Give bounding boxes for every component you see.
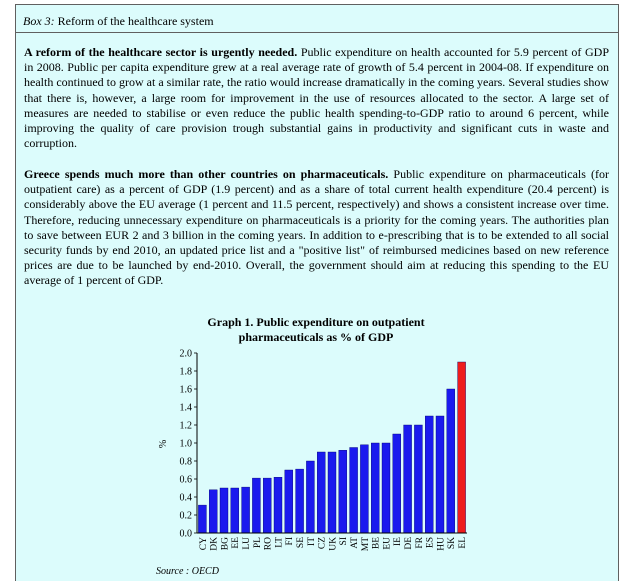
paragraph-pharmaceuticals — [24, 167, 609, 289]
x-tick-label: UK — [328, 537, 339, 551]
y-tick-label: 2.0 — [179, 348, 192, 360]
y-tick-label: 1.8 — [179, 366, 192, 378]
y-tick-label: 1.4 — [179, 402, 192, 414]
x-tick-label: IE — [393, 537, 404, 546]
paragraph-lead: A reform of the healthcare sector is urgently needed. — [24, 45, 298, 59]
x-tick-label: EE — [231, 537, 242, 549]
y-tick-label: 0.0 — [179, 528, 192, 540]
bar-ee — [231, 488, 239, 533]
x-tick-label: LU — [242, 537, 252, 550]
y-tick-label: 1.6 — [179, 384, 192, 396]
x-tick-label: HU — [436, 537, 447, 551]
x-tick-label: BG — [220, 537, 231, 551]
chart-source: Source : OECD — [156, 566, 219, 577]
x-tick-label: CZ — [317, 537, 328, 550]
paragraph-lead: Greece spends much more than other countries on pharmaceuticals. — [24, 167, 389, 181]
x-tick-label: SE — [296, 537, 306, 549]
paragraph-healthcare-reform — [24, 45, 609, 151]
bar-de — [404, 425, 412, 533]
x-tick-label: CY — [198, 537, 209, 551]
bar-eu — [382, 443, 390, 533]
y-tick-label: 0.4 — [179, 492, 192, 504]
x-tick-label: ES — [425, 537, 436, 549]
x-tick-label: PL — [252, 537, 263, 549]
x-tick-label: RO — [263, 537, 274, 551]
x-tick-label: MT — [360, 537, 371, 552]
bar-pl — [252, 478, 260, 533]
bar-fr — [414, 425, 422, 533]
bar-si — [339, 450, 347, 533]
bar-fi — [285, 470, 293, 533]
x-tick-label: BE — [371, 537, 382, 550]
bar-es — [425, 416, 433, 533]
bar-be — [371, 443, 379, 533]
box-heading — [23, 14, 214, 28]
bar-sk — [447, 389, 455, 533]
x-tick-label: AT — [350, 537, 360, 549]
bar-at — [350, 448, 358, 534]
x-tick-label: IT — [306, 537, 317, 546]
box-label: Box 3: — [23, 14, 55, 28]
chart-title: Graph 1. Public expenditure on outpatient pharmaceuticals as % of GDP — [207, 315, 425, 344]
y-tick-label: 0.2 — [179, 510, 192, 522]
paragraph-body: Public expenditure on health accounted for 5.9 percent of GDP in 2008. Public per capita expenditure grew at a real average rate of growth of 5.4 percent in 2004-08. If expenditure on health continued to grow at a similar rate, the ratio would increase dramatically in the coming years. Several studies show that there is, however, a large room for improvement in the use of resources allocated to the sector. A large set of measures are needed to stabilise or even reduce the public health spending-to-GDP ratio to around 6 percent, while improving the quality of care provision trough substantial gains in productivity and significant cuts in waste and corruption. — [24, 45, 610, 151]
y-axis-label: % — [158, 439, 169, 449]
bar-se — [296, 469, 304, 533]
x-tick-label: SK — [447, 537, 458, 550]
x-tick-label: DK — [209, 537, 220, 551]
bar-ro — [263, 478, 271, 533]
bar-cz — [317, 452, 325, 533]
bar-dk — [209, 490, 217, 533]
box-panel — [15, 4, 619, 581]
x-tick-label: LT — [274, 537, 285, 548]
y-tick-label: 1.2 — [179, 420, 192, 432]
y-tick-label: 0.8 — [179, 456, 192, 468]
x-tick-label: DE — [404, 537, 414, 550]
x-tick-label: EU — [382, 537, 393, 550]
bar-bg — [220, 488, 228, 533]
x-tick-label: FI — [285, 537, 296, 546]
bar-uk — [328, 452, 336, 533]
bar-el — [458, 362, 466, 533]
y-tick-label: 0.6 — [179, 474, 192, 486]
x-tick-label: SI — [339, 537, 350, 546]
paragraph-body: Public expenditure on pharmaceuticals (for outpatient care) as a percent of GDP (1.9 percent) and as a share of total current health expenditure (20.4 percent) is considerably above the EU average (1 percent and 11.5 percent, respectively) and shows a consistent increase over time. Therefore, reducing unnecessary expenditure on pharmaceuticals is a priority for the coming years. The authorities plan to save between EUR 2 and 3 billion in the coming years. In addition to e-prescribing that is to be extended to all social security funds by end 2010, an updated price list and a "positive list" of reimbursed medicines based on new reference prices are due to be launched by end-2010. Overall, the government should aim at reducing this spending to the EU average of 1 percent of GDP. — [24, 167, 609, 288]
bar-it — [306, 461, 314, 533]
box-header — [16, 5, 618, 33]
bar-mt — [360, 445, 368, 533]
y-tick-label: 1.0 — [179, 438, 192, 450]
box-title: Reform of the healthcare system — [57, 14, 214, 28]
bar-hu — [436, 416, 444, 533]
bar-lu — [242, 487, 250, 533]
bar-ie — [393, 434, 401, 533]
bar-lt — [274, 477, 282, 533]
x-tick-label: EL — [458, 537, 468, 549]
bar-chart — [141, 346, 481, 568]
x-tick-label: FR — [414, 537, 425, 549]
bar-cy — [198, 505, 206, 533]
